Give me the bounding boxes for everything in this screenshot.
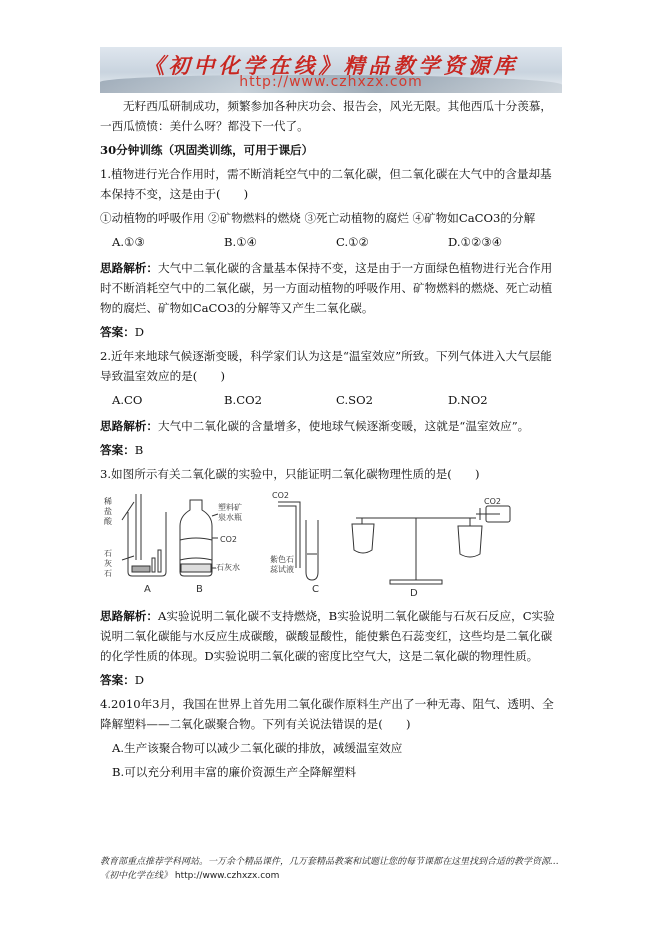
svg-text:CO2: CO2	[272, 491, 289, 500]
svg-text:石灰水: 石灰水	[216, 563, 240, 572]
q2-analysis-label: 思路解析：	[100, 419, 158, 433]
q1-option-b: B.①④	[224, 235, 257, 249]
svg-text:CO2: CO2	[220, 535, 237, 544]
q1-option-c: C.①②	[336, 235, 369, 249]
q1-answer	[100, 322, 562, 342]
svg-text:盐: 盐	[104, 507, 112, 516]
q1-stem: 1.植物进行光合作用时，需不断消耗空气中的二氧化碳，但二氧化碳在大气中的含量却基本保持不变，这是由于( )	[100, 167, 552, 201]
q3-answer-value: D	[134, 673, 145, 687]
q2-analysis-text: 大气中二氧化碳的含量增多，使地球气候逐渐变暖，这就是“温室效应”。	[157, 419, 530, 433]
figure-a	[104, 494, 166, 595]
experiment-diagrams	[100, 490, 562, 600]
q4-option-b: B.可以充分利用丰富的廉价资源生产全降解塑料	[112, 765, 357, 779]
q2-option-d: D.NO2	[448, 393, 488, 407]
section-title: 30分钟训练（巩固类训练，可用于课后）	[100, 143, 314, 157]
q1-options	[100, 232, 562, 252]
q3-analysis	[100, 606, 562, 666]
svg-text:蕊试液: 蕊试液	[270, 565, 294, 574]
q2-option-c: C.SO2	[336, 393, 373, 407]
svg-text:泉水瓶: 泉水瓶	[218, 513, 242, 522]
svg-text:稀: 稀	[104, 497, 112, 506]
header-banner	[100, 47, 562, 93]
figure-d	[352, 497, 510, 599]
svg-text:CO2: CO2	[484, 497, 501, 506]
q2-options	[100, 390, 562, 410]
q1-option-d: D.①②③④	[448, 235, 503, 249]
figure-c	[270, 491, 319, 595]
q2-answer-value: B	[134, 443, 144, 457]
q1-option-a: A.①③	[112, 235, 145, 249]
q4-option-a: A.生产该聚合物可以减少二氧化碳的排放，减缓温室效应	[112, 741, 403, 755]
svg-text:D: D	[410, 588, 418, 599]
page-footer	[100, 855, 570, 883]
q4-stem: 4.2010年3月，我国在世界上首先用二氧化碳作原料生产出了一种无毒、阻气、透明、全降解塑料——二氧化碳聚合物。下列有关说法错误的是( )	[100, 697, 554, 731]
q1-analysis	[100, 258, 562, 318]
q2-answer	[100, 440, 562, 460]
svg-text:C: C	[312, 584, 319, 595]
q1-analysis-label: 思路解析：	[100, 261, 158, 275]
svg-text:石: 石	[104, 549, 112, 558]
q2-answer-label: 答案：	[100, 443, 135, 457]
svg-text:酸: 酸	[104, 517, 112, 526]
q1-analysis-text: 大气中二氧化碳的含量基本保持不变，这是由于一方面绿色植物进行光合作用时不断消耗空气中的二氧化碳，另一方面动植物的呼吸作用、矿物燃料的燃烧、死亡动植物的腐烂、矿物如CaCO3的分解等又产生二氧化碳。	[100, 261, 553, 315]
banner-title: 《初中化学在线》精品教学资源库	[143, 53, 519, 78]
svg-text:B: B	[196, 584, 203, 595]
q2-stem: 2.近年来地球气候逐渐变暖，科学家们认为这是“温室效应”所致。下列气体进入大气层能导致温室效应的是( )	[100, 349, 552, 383]
q3-answer	[100, 670, 562, 690]
figure-b	[180, 500, 242, 595]
svg-text:灰: 灰	[104, 559, 112, 568]
q2-option-a: A.CO	[112, 393, 143, 407]
q3-figure	[100, 490, 562, 600]
q3-analysis-text: A实验说明二氧化碳不支持燃烧，B实验说明二氧化碳能与石灰石反应，C实验说明二氧化碳能与水反应生成碳酸，碳酸显酸性，能使紫色石蕊变红，这些均是二氧化碳的化学性质的体现。D实验说明二氧化碳的密度比空气大，这是二氧化碳的物理性质。	[100, 609, 555, 663]
q3-analysis-label: 思路解析：	[100, 609, 158, 623]
svg-text:A: A	[144, 584, 151, 595]
q3-answer-label: 答案：	[100, 673, 135, 687]
q2-analysis	[100, 416, 562, 436]
q1-items: ①动植物的呼吸作用 ②矿物燃料的燃烧 ③死亡动植物的腐烂 ④矿物如CaCO3的分解	[100, 211, 536, 225]
q2-option-b: B.CO2	[224, 393, 262, 407]
document-body	[100, 96, 562, 786]
q1-answer-label: 答案：	[100, 325, 135, 339]
svg-text:石: 石	[104, 569, 112, 578]
q3-stem: 3.如图所示有关二氧化碳的实验中，只能证明二氧化碳物理性质的是( )	[100, 467, 480, 481]
svg-text:塑料矿: 塑料矿	[218, 503, 242, 512]
footer-url[interactable]: http://www.czhxzx.com	[174, 871, 280, 881]
svg-text:紫色石: 紫色石	[270, 555, 294, 564]
footer-text: 教育部重点推荐学科网站。一万余个精品课件，几万套精品教案和试题让您的每节课都在这里找到合适的教学资源…《初中化学在线》	[100, 857, 560, 881]
q1-answer-value: D	[134, 325, 145, 339]
intro-paragraph: 无籽西瓜研制成功，频繁参加各种庆功会、报告会，风光无限。其他西瓜十分羡慕，一西瓜愤愤：美什么呀？都没下一代了。	[100, 99, 552, 133]
banner-url[interactable]: http://www.czhxzx.com	[239, 74, 423, 90]
